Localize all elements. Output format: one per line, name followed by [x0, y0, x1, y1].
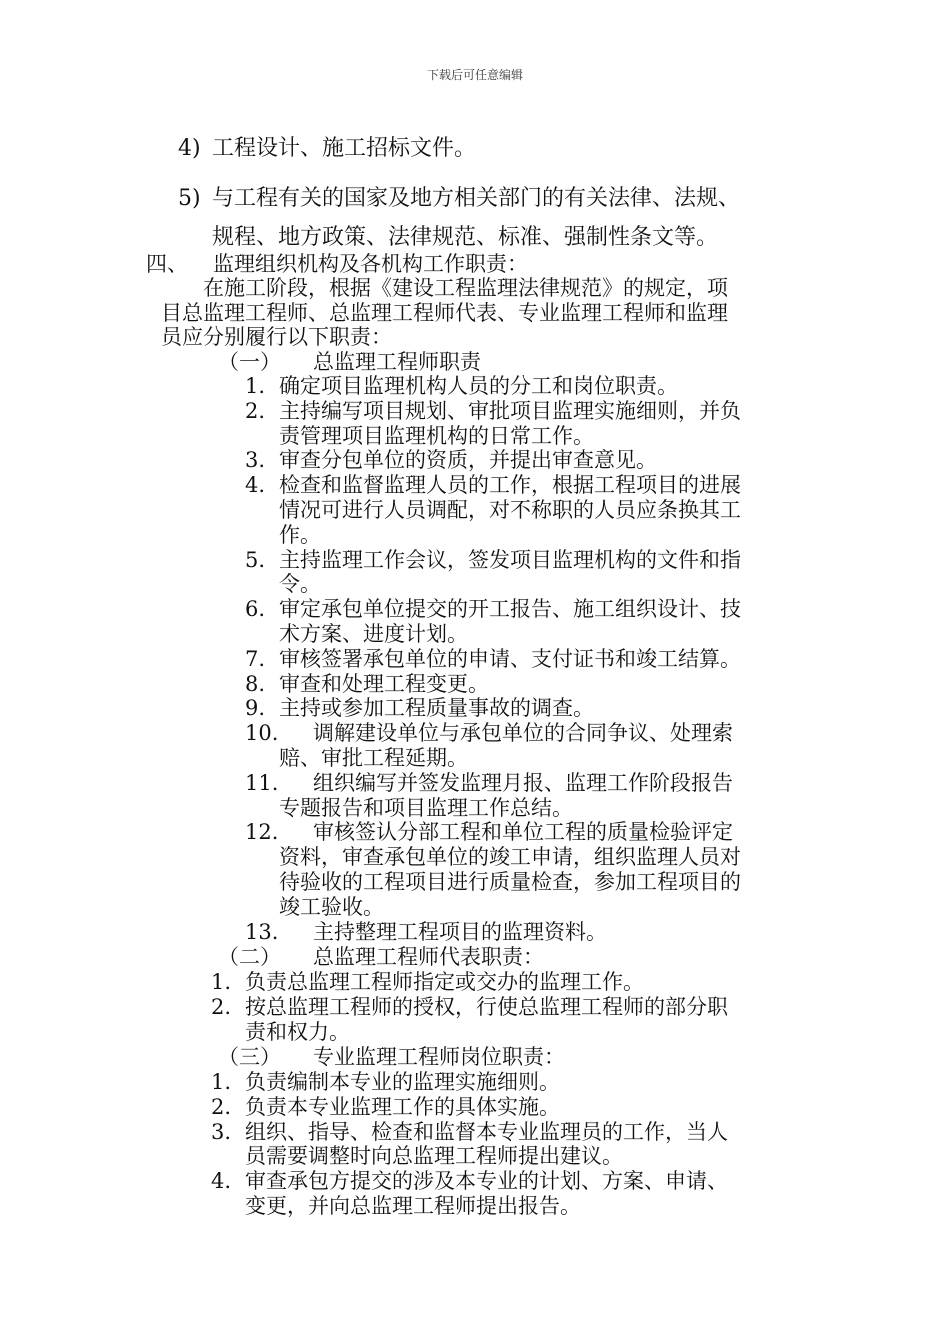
list-item-text: 主持监理工作会议，签发项目监理机构的文件和指 [279, 547, 741, 572]
list-item-number: 3. [211, 1119, 232, 1144]
list-item-number: 1. [245, 374, 266, 398]
list-item-text: 责和权力。 [245, 1019, 350, 1044]
list-item-number: 1. [211, 970, 232, 994]
list-item-text: 审查和处理工程变更。 [279, 671, 489, 696]
list-item-number: 9. [245, 696, 266, 721]
list-item-text: 审核签认分部工程和单位工程的质量检验评定 [313, 820, 733, 845]
list-item-text: 组织、指导、检查和监督本专业监理员的工作，当人 [245, 1119, 728, 1144]
list-item-text: 主持整理工程项目的监理资料。 [313, 919, 607, 944]
list-item-text: 调解建设单位与承包单位的合同争议、处理索 [313, 721, 733, 746]
list-item-text: 组织编写并签发监理月报、监理工作阶段报告 [313, 770, 733, 795]
subsection-number: （三） [218, 1045, 281, 1069]
list-item-text: 情况可进行人员调配，对不称职的人员应条换其工 [279, 498, 741, 522]
list-item-text: 变更，并向总监理工程师提出报告。 [245, 1194, 581, 1218]
list-item-text: 工程设计、施工招标文件。 [212, 136, 477, 161]
subsection-number: （一） [218, 350, 281, 374]
intro-line: 目总监理工程师、总监理工程师代表、专业监理工程师和监理 [161, 301, 728, 325]
list-item-text: 赔、审批工程延期。 [279, 746, 468, 770]
list-item-number: 8. [245, 671, 266, 696]
list-item-text: 负责本专业监理工作的具体实施。 [245, 1094, 560, 1119]
list-item-text: 主持或参加工程质量事故的调查。 [279, 696, 594, 721]
page-header: 下载后可任意编辑 [426, 68, 523, 82]
list-item-number: 5) [178, 186, 201, 211]
intro-line: 员应分别履行以下职责： [161, 325, 392, 349]
list-item-number: 2. [211, 1094, 232, 1119]
list-item-text: 资料，审查承包单位的竣工申请，组织监理人员对 [279, 845, 741, 870]
subsection-number: （二） [218, 945, 281, 969]
list-item-text: 负责总监理工程师指定或交办的监理工作。 [245, 970, 644, 994]
list-item-text: 竣工验收。 [279, 894, 384, 919]
list-item-number: 5. [245, 547, 266, 572]
list-item-text: 检查和监督监理人员的工作，根据工程项目的进展 [279, 473, 741, 498]
section-number: 四、 [146, 252, 188, 276]
list-item-text: 令。 [279, 572, 321, 597]
list-item-text: 审查承包方提交的涉及本专业的计划、方案、申请、 [245, 1169, 728, 1194]
list-item-text: 待验收的工程项目进行质量检查，参加工程项目的 [279, 870, 741, 894]
list-item-number: 4) [178, 136, 201, 161]
intro-line: 在施工阶段，根据《建设工程监理法律规范》的规定，项 [203, 276, 728, 300]
list-item-number: 3. [245, 448, 266, 473]
list-item-number: 2. [211, 994, 232, 1019]
list-item-text: 专题报告和项目监理工作总结。 [279, 795, 573, 820]
list-item-text: 责管理项目监理机构的日常工作。 [279, 423, 594, 448]
list-item-text: 审核签署承包单位的申请、支付证书和竣工结算。 [279, 646, 741, 671]
list-item-text: 与工程有关的国家及地方相关部门的有关法律、法规、 [212, 186, 741, 211]
list-item-text: 主持编写项目规划、审批项目监理实施细则，并负 [279, 398, 741, 423]
list-item-number: 11. [245, 770, 279, 795]
list-item-number: 4. [245, 473, 266, 498]
list-item-text: 审查分包单位的资质，并提出审查意见。 [279, 448, 657, 473]
subsection-title: 总监理工程师代表职责： [313, 945, 544, 969]
list-item-text: 审定承包单位提交的开工报告、施工组织设计、技 [279, 597, 741, 622]
list-item-text: 负责编制本专业的监理实施细则。 [245, 1070, 560, 1094]
list-item-number: 12. [245, 820, 279, 845]
list-item-text: 术方案、进度计划。 [279, 622, 468, 646]
list-item-number: 1. [211, 1070, 232, 1094]
list-item-text: 确定项目监理机构人员的分工和岗位职责。 [279, 374, 678, 398]
list-item-number: 4. [211, 1169, 232, 1194]
list-item-number: 7. [245, 646, 266, 671]
subsection-title: 总监理工程师职责 [313, 350, 481, 374]
list-item-text: 作。 [279, 522, 321, 547]
subsection-title: 专业监理工程师岗位职责： [313, 1045, 565, 1069]
list-item-text: 规程、地方政策、法律规范、标准、强制性条文等。 [212, 225, 719, 250]
list-item-text: 员需要调整时向总监理工程师提出建议。 [245, 1144, 623, 1169]
section-title: 监理组织机构及各机构工作职责： [213, 252, 528, 276]
list-item-text: 按总监理工程师的授权，行使总监理工程师的部分职 [245, 994, 728, 1019]
list-item-number: 13. [245, 919, 279, 944]
list-item-number: 10. [245, 721, 279, 746]
list-item-number: 6. [245, 597, 266, 622]
list-item-number: 2. [245, 398, 266, 423]
